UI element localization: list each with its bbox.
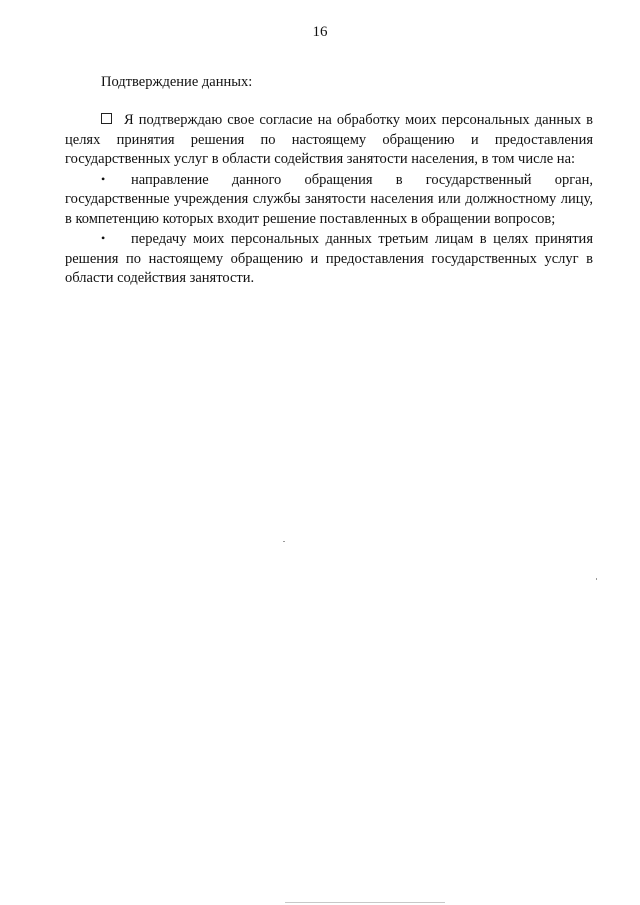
page-number: 16 [312, 24, 328, 40]
bullet-text: передачу моих персональных данных третьим лицам в целях принятия решения по настоящему обращению и предоставления государственных услуг в области содействия занятости. [65, 231, 593, 286]
bullet-item [65, 229, 593, 289]
bullet-icon: • [101, 171, 106, 186]
consent-section [65, 111, 593, 289]
consent-paragraph [65, 111, 593, 170]
scan-speck [596, 578, 597, 580]
consent-checkbox[interactable] [101, 113, 112, 124]
scan-speck [283, 541, 285, 542]
scan-speck [285, 902, 445, 903]
section-heading: Подтверждение данных: [101, 74, 253, 90]
bullet-item [65, 170, 593, 230]
bullet-icon: • [101, 231, 106, 245]
bullet-text: направление данного обращения в государственный орган, государственные учреждения службы занятости населения или должностному лицу, в компетенцию которых входит решение поставленных в обращении вопросов; [65, 171, 593, 227]
consent-text: Я подтверждаю свое согласие на обработку моих персональных данных в целях принятия решения по настоящему обращению и предоставления государственных услуг в области содействия занятости населения, в том числе на: [65, 112, 593, 167]
